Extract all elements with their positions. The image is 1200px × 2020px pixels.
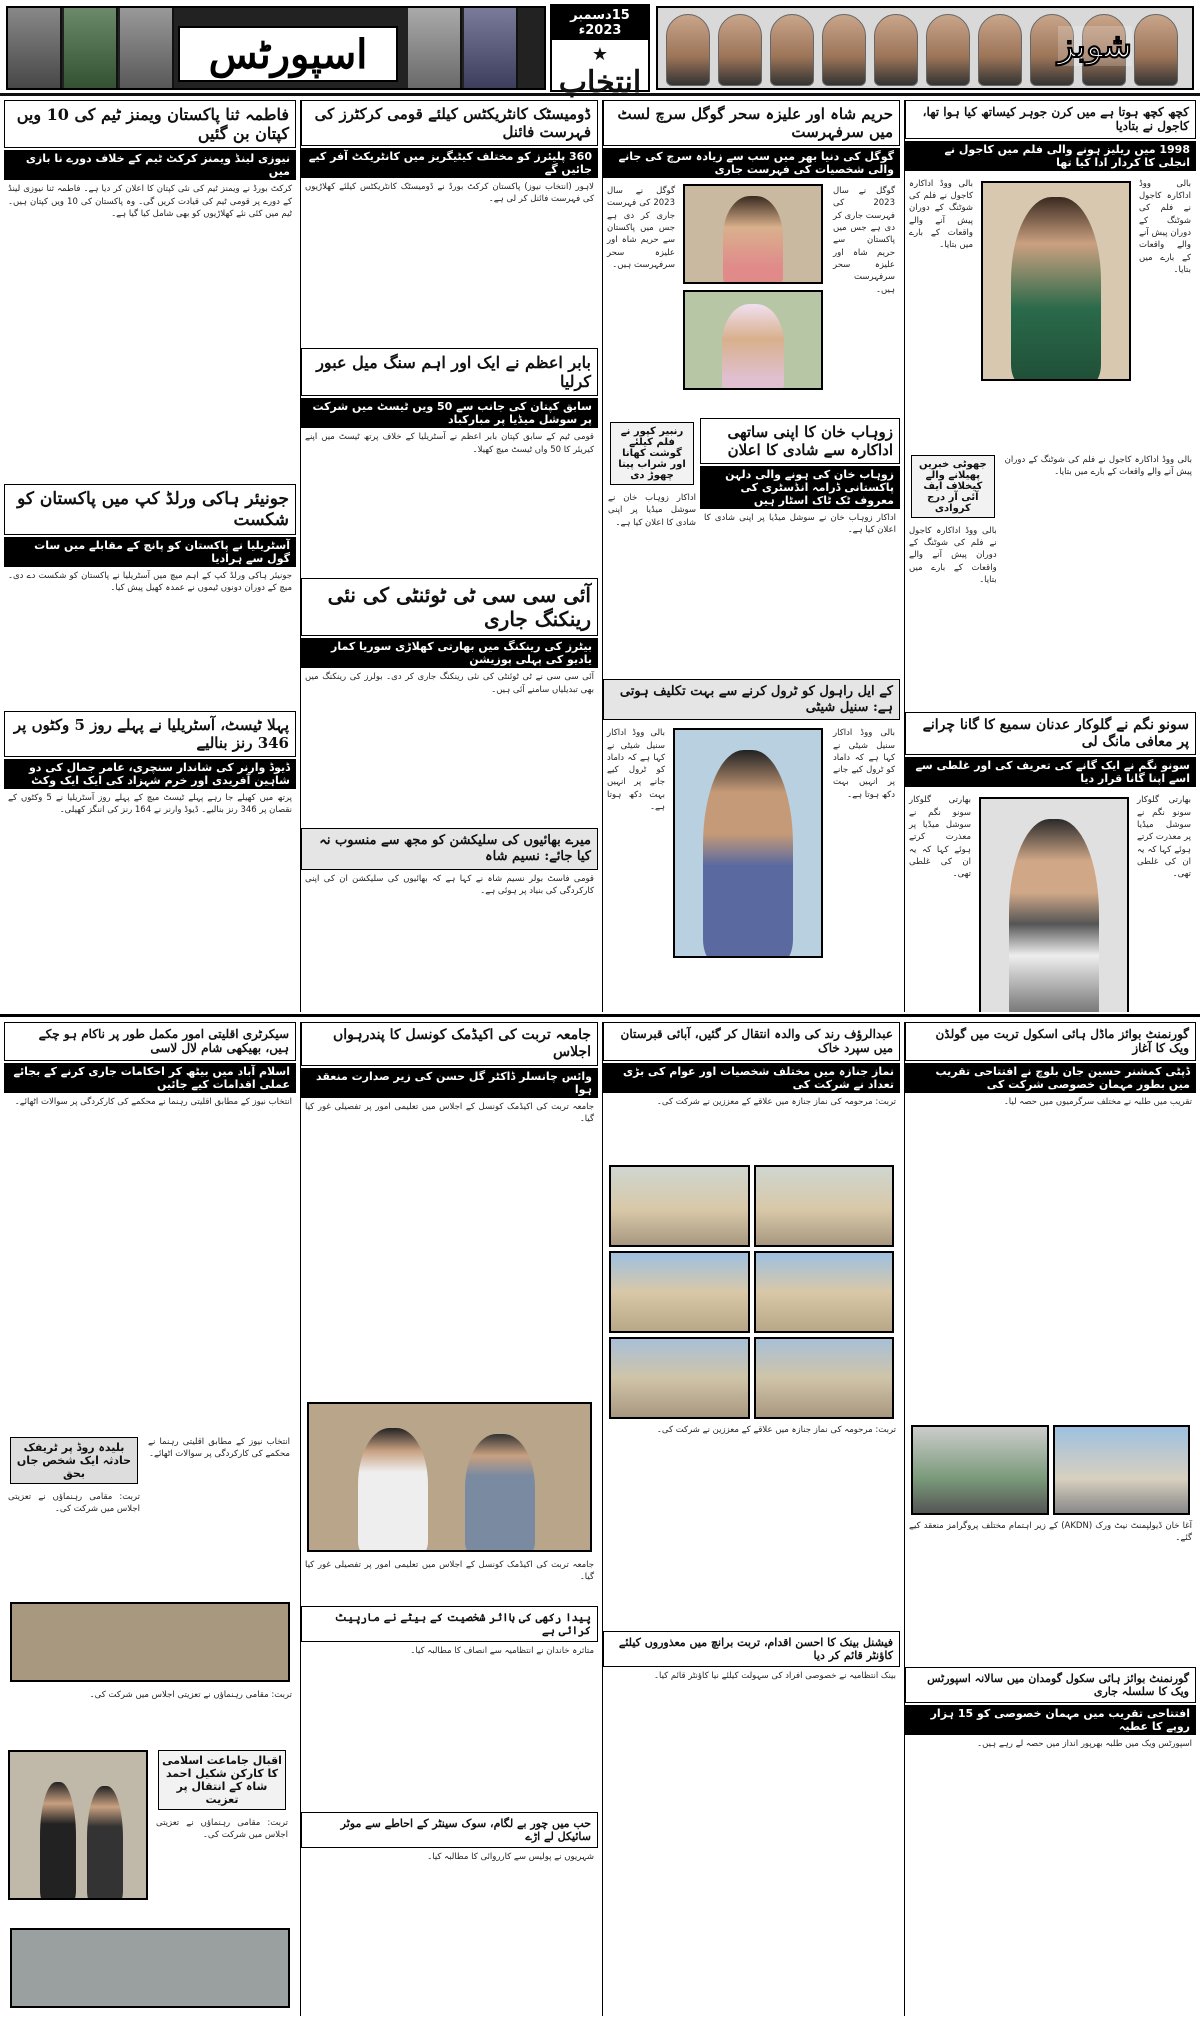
article-body: اداکار زوہاب خان نے سوشل میڈیا پر اپنی شادی کا اعلان کیا ہے۔: [704, 513, 896, 536]
funeral-photo: [609, 1337, 750, 1419]
article-body: جامعہ تربت کی اکیڈمک کونسل کے اجلاس میں تعلیمی امور پر تفصیلی غور کیا گیا۔: [305, 1559, 594, 1582]
headline: آئی سی سی ٹی ٹوئنٹی کی نئی رینکنگ جاری: [301, 578, 598, 636]
headline: پہلا ٹیسٹ، آسٹریلیا نے پہلے روز 5 وکٹوں پر 346 رنز بنالیے: [4, 711, 296, 757]
funeral-photo: [609, 1251, 750, 1333]
article-body: گوگل نے سال 2023 کی فہرست جاری کر دی ہے جس میں پاکستان سے حریم شاہ اور علیزہ سحر سرفہرست ہیں۔: [607, 186, 675, 270]
article-body: کرکٹ بورڈ نے ویمنز ٹیم کی نئی کپتان کا اعلان کر دیا ہے۔ فاطمہ ثنا نیوزی لینڈ کے دورے پر قومی ٹیم کی قیادت کریں گی۔ وہ پاکستان کی 10 ویں کپتان ہیں۔ ٹیم میں کئی نئے کھلاڑیوں کو بھی شامل کیا گیا ہے۔: [8, 184, 292, 219]
headline: حریم شاہ اور علیزہ سحر گوگل سرچ لسٹ میں سرفہرست: [603, 100, 900, 146]
article-body: تربت: مقامی رہنماؤں نے تعزیتی اجلاس میں شرکت کی۔: [89, 1689, 292, 1700]
article-body: انتخاب نیوز کے مطابق اقلیتی رہنما نے محکمے کی کارکردگی پر سوالات اٹھائے۔: [14, 1096, 292, 1107]
celebrity-photo: [981, 181, 1131, 381]
headline: فیشنل بینک کا احسن اقدام، تربت برانچ میں معذوروں کیلئے کاؤنٹر قائم کر دیا: [603, 1631, 900, 1667]
funeral-photo: [754, 1337, 895, 1419]
side-headline: جھوٹی خبریں پھیلانے والے کیخلاف ایف آئی آر درج کروادی: [911, 455, 995, 518]
headline: جامعہ تربت کی اکیڈمک کونسل کا پندرہواں اجلاس: [301, 1022, 598, 1066]
section-title: اسپورٹس: [208, 30, 368, 78]
bottom-column-4: [904, 1022, 1196, 2016]
article-body: تربت: مقامی رہنماؤں نے تعزیتی اجلاس میں شرکت کی۔: [156, 1817, 288, 1841]
bottom-column-1: [4, 1022, 296, 2016]
celebrity-photo: [683, 290, 823, 390]
article-body: شہریوں نے پولیس سے کارروائی کا مطالبہ کیا۔: [427, 1852, 594, 1863]
article-body: متاثرہ خاندان نے انتظامیہ سے انصاف کا مطالبہ کیا۔: [410, 1645, 594, 1656]
section-divider: [0, 1014, 1200, 1017]
bottom-column-3: [602, 1022, 900, 2016]
newspaper-logo: انتخاب: [558, 65, 642, 100]
subheadline: 360 پلیئرز کو مختلف کیٹیگریز میں کانٹریکٹ آفر کیے جائیں گے: [301, 148, 598, 178]
side-headline: رنبیر کپور نے فلم کیلئے گوشت کھانا اور شراب پینا چھوڑ دی: [610, 422, 694, 485]
headline: بابر اعظم نے ایک اور اہم سنگ میل عبور کرلیا: [301, 348, 598, 396]
top-column-4: [904, 100, 1196, 1012]
headline: پیدا رکھی کی بااثر شخصیت کے بیٹے نے مارپیٹ کرائی ہے: [301, 1606, 598, 1642]
funeral-photo-grid: [603, 1163, 900, 1421]
headline: فاطمہ ثنا پاکستان ویمنز ٹیم کی 10 ویں کپتان بن گئیں: [4, 100, 296, 148]
meeting-photo: [307, 1402, 592, 1552]
article-body: اسپورٹس ویک میں طلبہ بھرپور انداز میں حصہ لے رہے ہیں۔: [977, 1739, 1192, 1750]
article-body: تربت: مرحومہ کی نماز جنازہ میں علاقے کے معززین نے شرکت کی۔: [656, 1096, 896, 1107]
subheadline: آسٹریلیا نے پاکستان کو پانچ کے مقابلے میں سات گول سے ہرادیا: [4, 537, 296, 567]
subheadline: اسلام آباد میں بیٹھ کر احکامات جاری کرنے کے بجائے عملی اقدامات کیے جائیں: [4, 1063, 296, 1093]
article-body: تربت: مرحومہ کی نماز جنازہ میں علاقے کے معززین نے شرکت کی۔: [656, 1424, 896, 1435]
headline: کچھ کچھ ہوتا ہے میں کرن جوہر کیساتھ کیا ہوا تھا، کاجول نے بتادیا: [905, 100, 1196, 139]
bottom-column-2: [300, 1022, 598, 2016]
sports-banner: [6, 6, 546, 90]
subheadline: نماز جنازہ میں مختلف شخصیات اور عوام کی بڑی تعداد نے شرکت کی: [603, 1063, 900, 1093]
event-photo: [1053, 1425, 1191, 1515]
star-icon: ★: [591, 44, 609, 65]
subheadline: سونو نگم نے ایک گانے کی تعریف کی اور غلطی سے اسے اپنا گانا قرار دیا: [905, 757, 1196, 787]
headline: سونو نگم نے گلوکار عدنان سمیع کا گانا چرانے پر معافی مانگ لی: [905, 712, 1196, 756]
subheadline: ڈیوڈ وارنر کی شاندار سنچری، عامر جمال کی دو شاہین آفریدی اور خرم شہزاد کی ایک ایک وکٹ: [4, 759, 296, 789]
headline: زوہاب خان کا اپنی ساتھی اداکارہ سے شادی کا اعلان: [700, 418, 900, 464]
article-body: تربت: مقامی رہنماؤں نے تعزیتی اجلاس میں شرکت کی۔: [8, 1491, 140, 1515]
subheadline: بیٹرز کی رینکنگ میں بھارتی کھلاڑی سوریا کمار یادیو کی پہلی پوزیشن: [301, 638, 598, 668]
article-body: آغا خان ڈیولپمنٹ نیٹ ورک (AKDN) کے زیر اہتمام مختلف پروگرامز منعقد کیے گئے۔: [909, 1520, 1192, 1544]
article-body: بالی ووڈ اداکار سنیل شیٹی نے کہا ہے کہ داماد کو ٹرول کیے جانے پر انہیں بہت دکھ ہوتا ہے۔: [607, 728, 665, 813]
headline: جونیئر ہاکی ورلڈ کپ میں پاکستان کو شکست: [4, 484, 296, 535]
headline: میرے بھائیوں کی سلیکشن کو مجھ سے منسوب نہ کیا جائے: نسیم شاہ: [301, 828, 598, 869]
group-photo: [10, 1928, 290, 2008]
subheadline: وائس چانسلر ڈاکٹر گل حسن کی زیر صدارت منعقد ہوا: [301, 1068, 598, 1098]
headline: گورنمنٹ بوائز ماڈل ہائی اسکول تربت میں گولڈن ویک کا آغاز: [905, 1022, 1196, 1061]
celebrity-photo: [979, 797, 1129, 1012]
top-column-1: [4, 100, 296, 1012]
subheadline: افتتاحی تقریب میں مہمان خصوصی کو 15 ہزار روپے کا عطیہ: [905, 1705, 1196, 1735]
article-body: بالی ووڈ اداکارہ کاجول نے فلم کی شوٹنگ کے دوران پیش آنے والے واقعات کے بارے میں بتایا۔: [909, 525, 997, 586]
article-body: بالی ووڈ اداکارہ کاجول نے فلم کی شوٹنگ کے دوران پیش آنے والے واقعات کے بارے میں بتایا۔: [909, 178, 973, 251]
headline: کے ایل راہول کو ٹرول کرنے سے بہت تکلیف ہوتی ہے: سنیل شیٹی: [603, 679, 900, 720]
issue-date: 15دسمبر 2023ء: [552, 6, 648, 40]
funeral-photo: [754, 1251, 895, 1333]
subheadline: نیوزی لینڈ ویمنز کرکٹ ٹیم کے خلاف دورے نا بازی میں: [4, 150, 296, 180]
article-body: بالی ووڈ اداکارہ کاجول نے فلم کی شوٹنگ کے دوران پیش آنے والے واقعات کے بارے میں بتایا۔: [1139, 178, 1191, 275]
article-body: پرتھ میں کھیلے جا رہے پہلے ٹیسٹ میچ کے پہلے روز آسٹریلیا نے 5 وکٹوں کے نقصان پر 346 رنز بنالیے۔ ڈیوڈ وارنر نے 164 رنز کی اننگز کھیلی۔: [8, 793, 292, 816]
subheadline: گوگل کی دنیا بھر میں سب سے زیادہ سرچ کی جانے والی شخصیات کی فہرست جاری: [603, 148, 900, 178]
headline: گورنمنٹ بوائز ہائی سکول گومدان میں سالانہ اسپورٹس ویک کا سلسلہ جاری: [905, 1667, 1196, 1703]
celebrity-photo: [683, 184, 823, 284]
top-column-3: [602, 100, 900, 1012]
news-box: بلیدہ روڈ پر ٹریفک حادثہ ایک شخص جاں بحق: [10, 1437, 138, 1484]
headline: سیکرٹری اقلیتی امور مکمل طور پر ناکام ہو چکے ہیں، بھیکھی شام لال لاسی: [4, 1022, 296, 1061]
article-body: بھارتی گلوکار سونو نگم نے سوشل میڈیا پر معذرت کرتے ہوئے کہا کہ یہ ان کی غلطی تھی۔: [1137, 795, 1191, 880]
subheadline: 1998 میں ریلیز ہونے والی فلم میں کاجول نے انجلی کا کردار ادا کیا تھا: [905, 141, 1196, 171]
headline: ڈومیسٹک کانٹریکٹس کیلئے قومی کرکٹرز کی فہرست فائنل: [301, 100, 598, 146]
news-box: اقبال جاماعت اسلامی کا کارکن شکیل احمد شاہ کے انتقال پر تعزیت: [158, 1750, 286, 1810]
article-body: تقریب میں طلبہ نے مختلف سرگرمیوں میں حصہ لیا۔: [1003, 1096, 1192, 1107]
article-body: اداکار زوہاب خان نے سوشل میڈیا پر اپنی شادی کا اعلان کیا ہے۔: [608, 493, 696, 528]
subheadline: زوہاب خان کی ہونے والی دلہن پاکستانی ڈرامہ انڈسٹری کی معروف ٹک ٹاک اسٹار ہیں: [700, 466, 900, 509]
article-body: جامعہ تربت کی اکیڈمک کونسل کے اجلاس میں تعلیمی امور پر تفصیلی غور کیا گیا۔: [305, 1101, 594, 1124]
masthead: [0, 0, 1200, 100]
subheadline: سابق کپتان کی جانب سے 50 ویں ٹیسٹ میں شرکت پر سوشل میڈیا پر مبارکباد: [301, 398, 598, 428]
article-body: آئی سی سی نے ٹی ٹوئنٹی کی نئی رینکنگ جاری کر دی۔ بولرز کی رینکنگ میں بھی تبدیلیاں سامنے آئی ہیں۔: [305, 672, 594, 695]
event-photo-grid: [905, 1423, 1196, 1517]
date-logo-box: [550, 4, 650, 100]
funeral-photo: [754, 1165, 895, 1247]
article-body: بالی ووڈ اداکار سنیل شیٹی نے کہا ہے کہ داماد کو ٹرول کیے جانے پر انہیں بہت دکھ ہوتا ہے۔: [833, 728, 895, 800]
article-body: لاہور (انتخاب نیوز) پاکستان کرکٹ بورڈ نے ڈومیسٹک کانٹریکٹس کیلئے کھلاڑیوں کی فہرست فائنل کر لی ہے۔: [305, 182, 594, 205]
event-photo: [911, 1425, 1049, 1515]
article-body: بھارتی گلوکار سونو نگم نے سوشل میڈیا پر معذرت کرتے ہوئے کہا کہ یہ ان کی غلطی تھی۔: [909, 795, 971, 880]
headline: عبدالرؤف رند کی والدہ انتقال کر گئیں، آبائی قبرستان میں سپرد خاک: [603, 1022, 900, 1061]
article-body: گوگل نے سال 2023 کی فہرست جاری کر دی ہے جس میں پاکستان سے حریم شاہ اور علیزہ سحر سرفہرست ہیں۔: [833, 186, 895, 295]
celebrity-photo: [673, 728, 823, 958]
funeral-photo: [609, 1165, 750, 1247]
meeting-photo: [10, 1602, 290, 1682]
article-body: جونیئر ہاکی ورلڈ کپ کے اہم میچ میں آسٹریلیا نے پاکستان کو شکست دے دی۔ میچ کے دوران دونوں ٹیموں نے عمدہ کھیل پیش کیا۔: [8, 571, 292, 594]
subheadline: ڈپٹی کمشنر حسین جان بلوچ نے افتتاحی تقریب میں بطور مہمان خصوصی شرکت کی: [905, 1063, 1196, 1093]
entertainment-title: شوبز: [1057, 26, 1132, 66]
headline: حب میں چور بے لگام، سوک سینٹر کے احاطے سے موٹر سائیکل لے اڑے: [301, 1812, 598, 1848]
section-title-box: [178, 26, 398, 82]
article-body: قومی ٹیم کے سابق کپتان بابر اعظم نے آسٹریلیا کے خلاف پرتھ ٹیسٹ میں اپنے کیریئر کا 50 واں ٹیسٹ میچ کھیلا۔: [305, 432, 594, 455]
article-body: قومی فاسٹ بولر نسیم شاہ نے کہا ہے کہ بھائیوں کی سلیکشن ان کی اپنی کارکردگی کی بنیاد پر ہوئی ہے۔: [305, 873, 594, 896]
article-body: انتخاب نیوز کے مطابق اقلیتی رہنما نے محکمے کی کارکردگی پر سوالات اٹھائے۔: [148, 1436, 290, 1460]
portrait-photo: [8, 1750, 148, 1900]
article-body: بالی ووڈ اداکارہ کاجول نے فلم کی شوٹنگ کے دوران پیش آنے والے واقعات کے بارے میں بتایا۔: [1004, 454, 1192, 478]
article-body: بینک انتظامیہ نے خصوصی افراد کی سہولت کیلئے نیا کاؤنٹر قائم کیا۔: [654, 1671, 896, 1682]
showbiz-banner: [656, 6, 1194, 90]
top-column-2: [300, 100, 598, 1012]
